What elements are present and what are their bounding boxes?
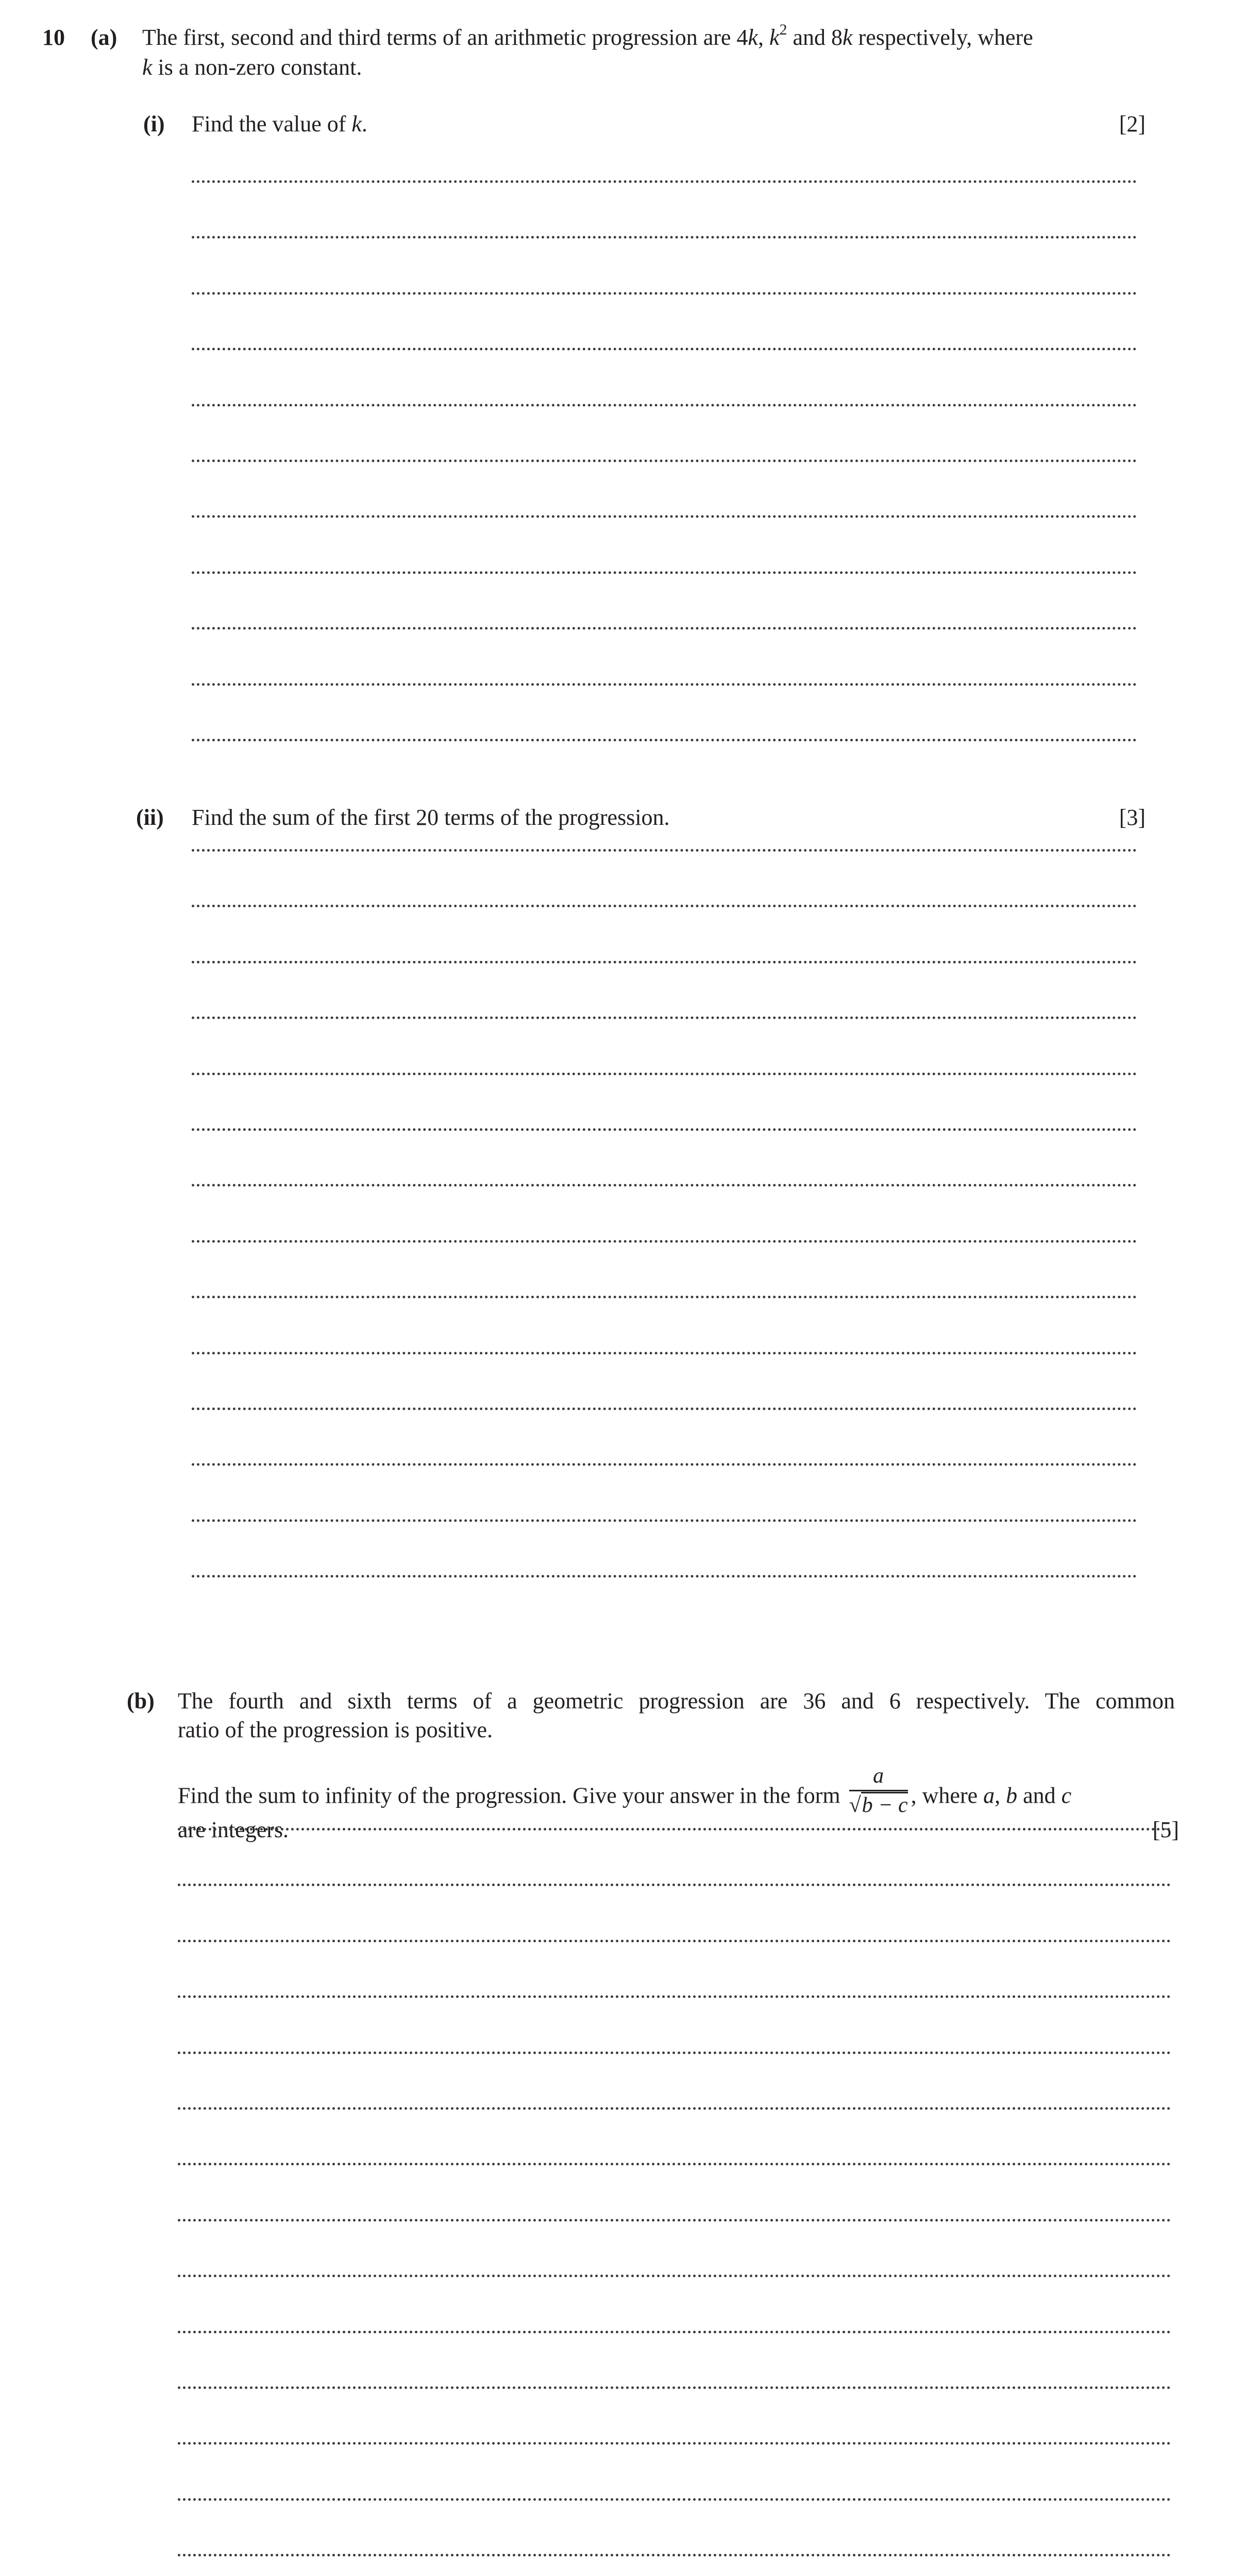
answer-line[interactable]: [192, 1575, 1137, 1578]
answer-line[interactable]: [192, 1128, 1137, 1131]
part-b-stem-line2: ratio of the progression is positive.: [178, 1717, 493, 1742]
answer-line[interactable]: [178, 2052, 1171, 2054]
answer-line[interactable]: [178, 1940, 1171, 1942]
task-text: ,: [995, 1783, 1006, 1808]
fraction: [849, 1765, 908, 1816]
answer-line[interactable]: [178, 2219, 1171, 2222]
answer-line[interactable]: [192, 1016, 1137, 1019]
answer-line[interactable]: [178, 2442, 1171, 2445]
answer-line[interactable]: [178, 1828, 1171, 1831]
answer-line[interactable]: [192, 683, 1137, 686]
fraction-denominator: [849, 1791, 908, 1816]
sub-ii-marks: [3]: [1119, 805, 1146, 830]
sub-ii-text: Find the sum of the first 20 terms of the progression.: [192, 805, 670, 830]
part-a-stem-line1: [142, 21, 1033, 52]
part-b-task-line2: are integers.: [178, 1817, 289, 1842]
sub-i-prompt: Find the value of: [192, 111, 352, 137]
answer-line[interactable]: [178, 2107, 1171, 2110]
answer-line[interactable]: [178, 1995, 1171, 1998]
var-k: k: [769, 25, 780, 50]
sqrt-symbol: √: [849, 1793, 861, 1817]
var-k: k: [351, 111, 362, 137]
answer-line[interactable]: [178, 2498, 1171, 2501]
task-text: Find the sum to infinity of the progression. Give your answer in the form: [178, 1783, 846, 1808]
answer-line[interactable]: [192, 292, 1137, 295]
answer-line[interactable]: [192, 1519, 1137, 1522]
answer-line[interactable]: [192, 961, 1137, 963]
sqrt-body: b − c: [861, 1792, 908, 1817]
answer-line[interactable]: [192, 1408, 1137, 1410]
answer-line[interactable]: [178, 1884, 1171, 1886]
answer-line[interactable]: [178, 2275, 1171, 2277]
fraction-numerator: a: [849, 1765, 908, 1791]
var-k: k: [843, 25, 853, 50]
question-number: 10: [42, 25, 65, 50]
part-b-label: (b): [127, 1688, 155, 1714]
stem-text: ,: [757, 25, 769, 50]
sub-i-period: .: [361, 111, 367, 137]
stem-text: and 8: [787, 25, 843, 50]
var-k: k: [748, 25, 758, 50]
stem-text: The first, second and third terms of an arithmetic progression are 4: [142, 25, 748, 50]
answer-line[interactable]: [192, 404, 1137, 406]
answer-line[interactable]: [192, 1184, 1137, 1187]
var-c: c: [1061, 1783, 1072, 1808]
sub-i-text: [192, 110, 367, 138]
answer-line[interactable]: [192, 1352, 1137, 1354]
sub-ii-label: (ii): [136, 805, 164, 830]
var-k: k: [142, 55, 153, 80]
part-a-stem-line2: [142, 54, 362, 81]
answer-line[interactable]: [192, 180, 1137, 183]
answer-line[interactable]: [178, 2386, 1171, 2389]
answer-line[interactable]: [192, 1463, 1137, 1466]
answer-line[interactable]: [192, 905, 1137, 907]
answer-line[interactable]: [192, 849, 1137, 852]
var-a: a: [983, 1783, 995, 1808]
var-b: b: [1006, 1783, 1018, 1808]
answer-line[interactable]: [178, 2331, 1171, 2333]
answer-line[interactable]: [192, 236, 1137, 239]
answer-line[interactable]: [192, 515, 1137, 518]
stem-text: respectively, where: [852, 25, 1033, 50]
part-a-label: (a): [91, 25, 117, 50]
answer-line[interactable]: [192, 571, 1137, 574]
part-b-marks: [5]: [1152, 1817, 1179, 1842]
exponent: 2: [779, 21, 787, 39]
part-b-stem-line1: The fourth and sixth terms of a geometric progression are 36 and 6 respectively. The common: [178, 1688, 1175, 1714]
sub-i-marks: [2]: [1119, 111, 1146, 137]
sub-i-label: (i): [143, 111, 165, 137]
task-text: and: [1017, 1783, 1062, 1808]
answer-line[interactable]: [192, 1296, 1137, 1298]
answer-line[interactable]: [192, 1073, 1137, 1075]
part-b-task-line1: [178, 1764, 1072, 1823]
answer-line[interactable]: [178, 2163, 1171, 2165]
task-text: , where: [911, 1783, 984, 1808]
answer-line[interactable]: [192, 348, 1137, 350]
answer-line[interactable]: [192, 460, 1137, 462]
stem-text: is a non-zero constant.: [152, 55, 362, 80]
answer-line[interactable]: [192, 739, 1137, 741]
answer-line[interactable]: [192, 1240, 1137, 1243]
answer-line[interactable]: [192, 627, 1137, 630]
answer-line[interactable]: [178, 2554, 1171, 2556]
